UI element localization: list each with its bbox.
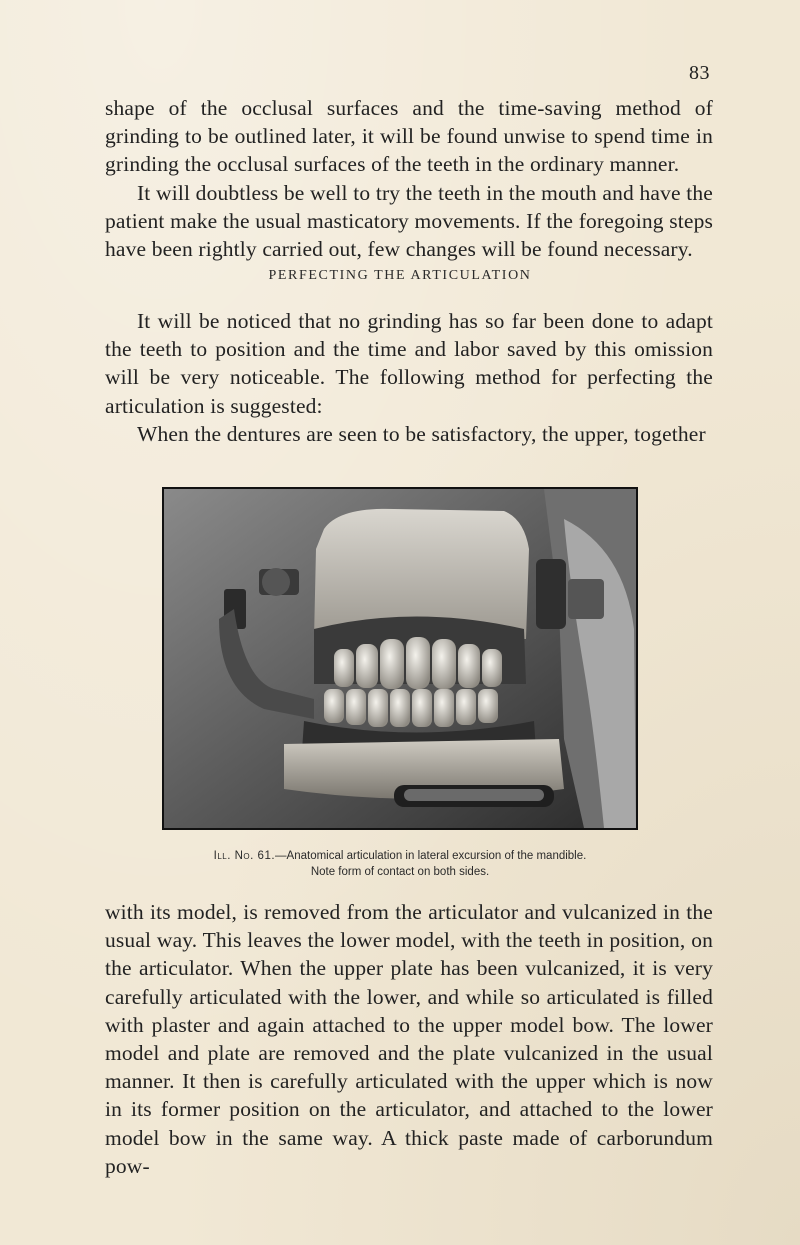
- paragraph: It will be noticed that no grinding has so far been done to adapt the teeth to position and the time and labor saved by this omission will be very noticeable. The following method for perfecting the articulation is suggested:: [105, 309, 713, 418]
- paragraph: shape of the occlusal surfaces and the time-saving method of grinding to be outlined later, it will be found unwise to spend time in grinding the occlusal surfaces of the teeth in the ordinary manner.: [105, 96, 713, 177]
- text-block-top: [105, 94, 713, 263]
- paragraph: It will doubtless be well to try the teeth in the mouth and have the patient make the usual masticatory movements. If the foregoing steps have been rightly carried out, few changes will be found necessary.: [105, 180, 713, 262]
- figure-caption: [150, 848, 650, 880]
- paragraph: with its model, is removed from the articulator and vulcanized in the usual way. This leaves the lower model, with the teeth in position, on the articulator. When the upper plate has been vulcanized, it is very carefully articulated with the lower, and while so articulated is filled with plaster and again attached to the upper model bow. The lower model and plate are removed and the plate vulcanized in the usual manner. It then is carefully articulated with the upper which is now in its former position on the articulator, and attached to the lower model bow in the same way. A thick paste made of carborundum pow-: [105, 900, 713, 1178]
- caption-line-1: [150, 848, 650, 864]
- caption-line-2: Note form of contact on both sides.: [310, 866, 490, 878]
- text-block-bottom: [105, 898, 713, 1180]
- figure-photograph: [162, 487, 638, 830]
- caption-text: —Anatomical articulation in lateral excursion of the mandible.: [275, 850, 587, 862]
- caption-label: Ill. No. 61.: [213, 850, 276, 862]
- paragraph: When the dentures are seen to be satisfactory, the upper, together: [137, 421, 706, 446]
- section-heading: PERFECTING THE ARTICULATION: [268, 268, 532, 283]
- page-number: 83: [689, 62, 710, 84]
- articulator-dentures-photo: [164, 489, 636, 828]
- text-block-middle: [105, 307, 713, 448]
